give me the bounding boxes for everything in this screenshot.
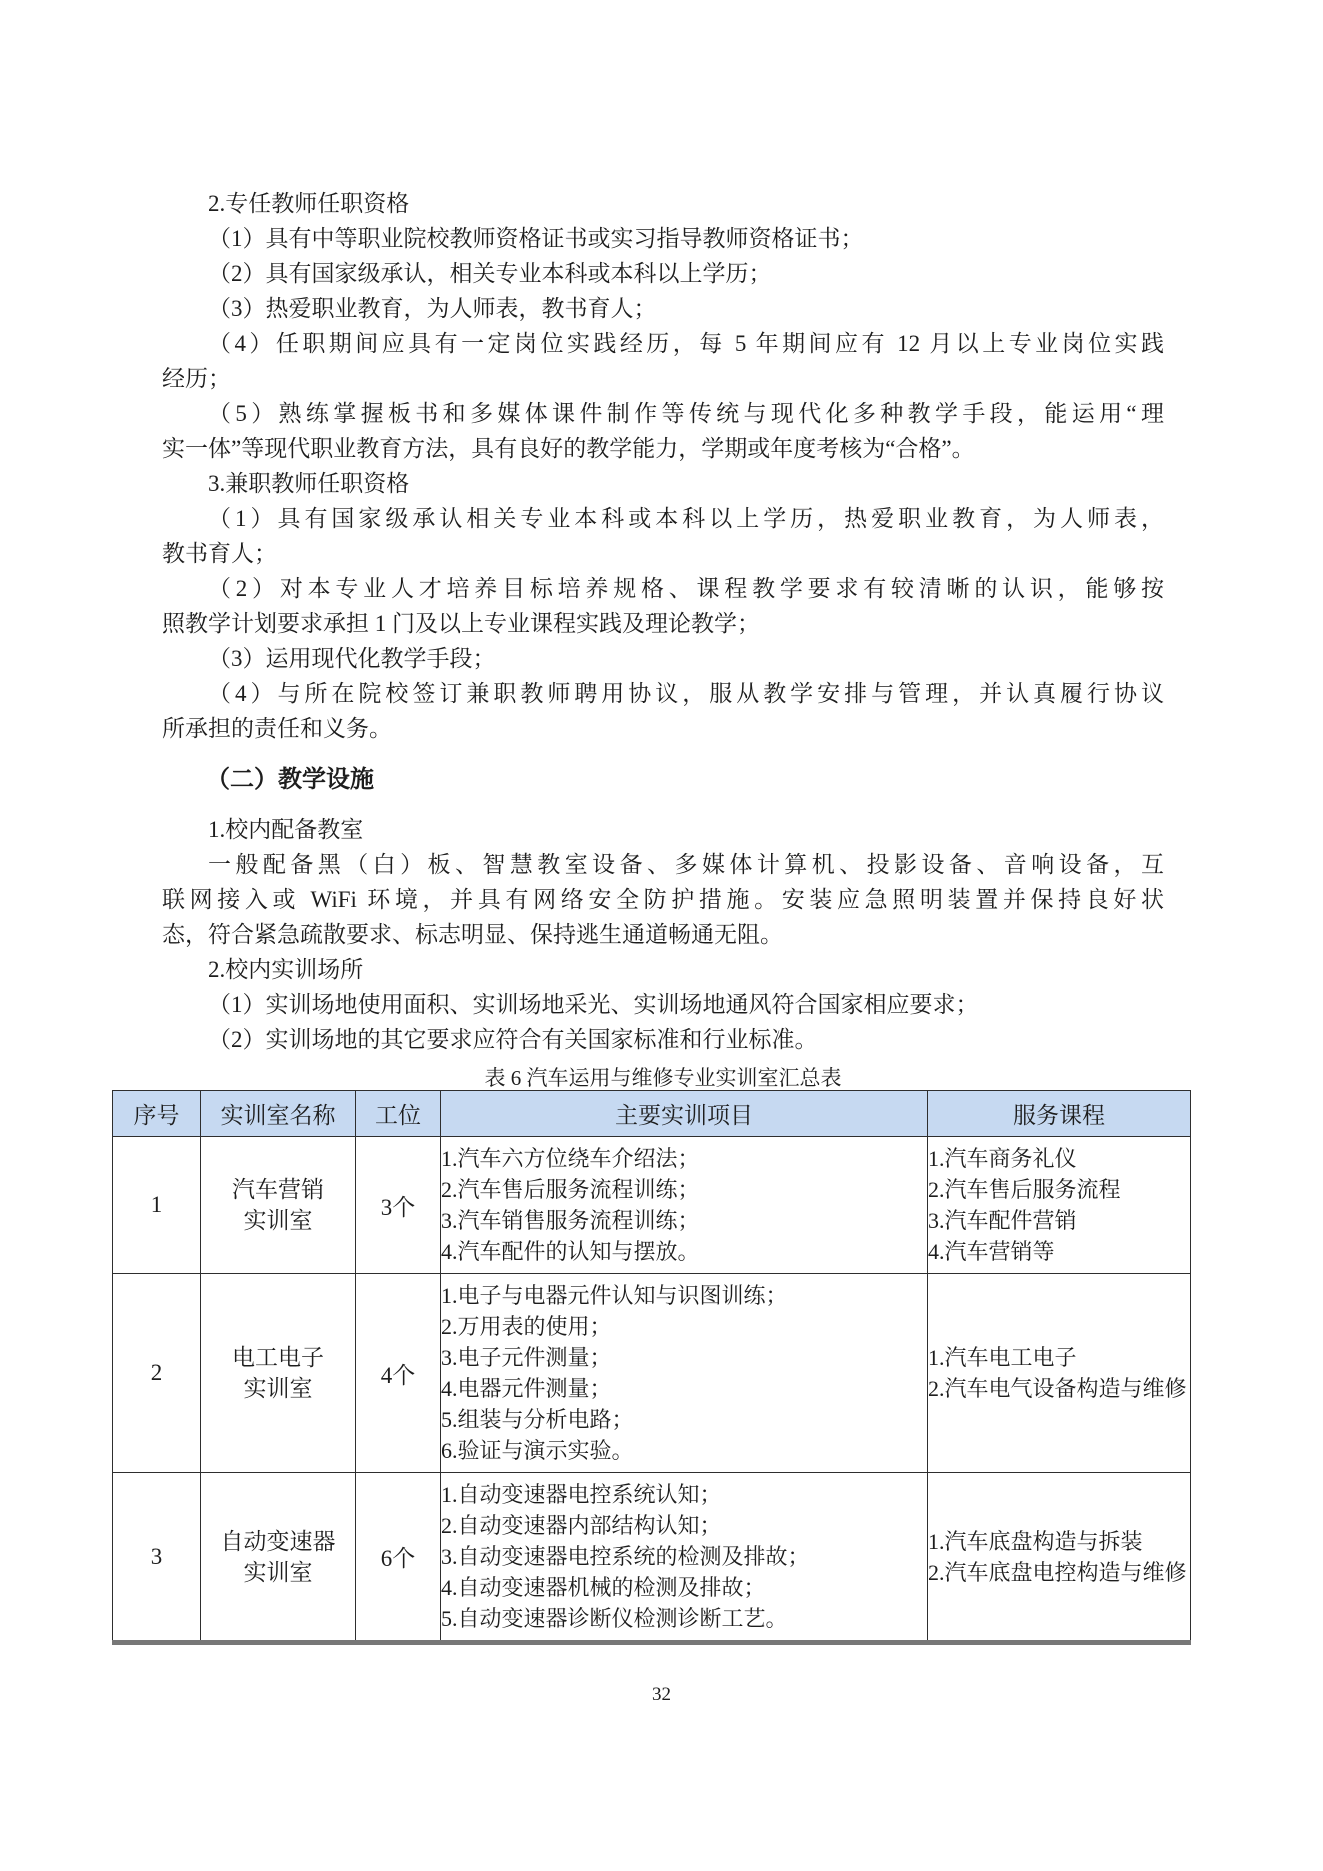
cell-seq: 1 bbox=[113, 1137, 201, 1274]
course-item: 1.汽车底盘构造与拆装 bbox=[928, 1528, 1143, 1554]
paragraph bbox=[162, 676, 1164, 746]
paragraph bbox=[162, 186, 1164, 221]
project-item: 4.自动变速器机械的检测及排故； bbox=[441, 1575, 766, 1600]
cell-seq: 2 bbox=[113, 1274, 201, 1473]
text-line: 教书育人； bbox=[162, 541, 277, 566]
paragraph bbox=[162, 952, 1164, 987]
training-rooms-table bbox=[112, 1090, 1191, 1645]
paragraph bbox=[162, 291, 1164, 326]
room-name-line: 电工电子 bbox=[232, 1345, 324, 1370]
paragraph bbox=[162, 326, 1164, 396]
text-line: （2）具有国家级承认，相关专业本科或本科以上学历； bbox=[208, 261, 772, 286]
project-item: 6.验证与演示实验。 bbox=[441, 1438, 634, 1463]
room-name-line: 自动变速器 bbox=[220, 1528, 336, 1554]
paragraph bbox=[162, 256, 1164, 291]
column-header-stations: 工位 bbox=[356, 1091, 441, 1137]
text-line: 一般配备黑（白）板、智慧教室设备、多媒体计算机、投影设备、音响设备，互 bbox=[208, 852, 1164, 877]
cell-seq: 3 bbox=[113, 1473, 201, 1643]
table-header-row bbox=[113, 1091, 1191, 1137]
text-line: 联网接入或 WiFi 环境，并具有网络安全防护措施。安装应急照明装置并保持良好状 bbox=[162, 887, 1164, 912]
text-line: 态，符合紧急疏散要求、标志明显、保持逃生通道畅通无阻。 bbox=[162, 922, 783, 947]
cell-courses bbox=[928, 1137, 1191, 1274]
project-item: 5.组装与分析电路； bbox=[441, 1407, 634, 1432]
project-item: 2.汽车售后服务流程训练； bbox=[441, 1177, 700, 1202]
text-line: 1.校内配备教室 bbox=[208, 817, 364, 842]
project-item: 2.万用表的使用； bbox=[441, 1314, 612, 1339]
paragraph bbox=[162, 571, 1164, 641]
paragraph bbox=[162, 501, 1164, 571]
cell-stations: 3个 bbox=[356, 1137, 441, 1274]
cell-stations: 6个 bbox=[356, 1473, 441, 1643]
table-row bbox=[113, 1473, 1191, 1643]
course-item: 1.汽车商务礼仪 bbox=[928, 1146, 1077, 1171]
course-item: 4.汽车营销等 bbox=[928, 1239, 1055, 1264]
paragraph bbox=[162, 847, 1164, 952]
text-line: 3.兼职教师任职资格 bbox=[208, 471, 410, 496]
text-line: （1）具有国家级承认相关专业本科或本科以上学历，热爱职业教育，为人师表， bbox=[208, 506, 1164, 531]
paragraph bbox=[162, 812, 1164, 847]
text-line: （3）热爱职业教育，为人师表，教书育人； bbox=[208, 296, 657, 321]
project-item: 1.自动变速器电控系统认知； bbox=[441, 1482, 722, 1507]
table-container bbox=[112, 1090, 1190, 1645]
text-line: （5）熟练掌握板书和多媒体课件制作等传统与现代化多种教学手段，能运用“理 bbox=[208, 401, 1164, 426]
paragraph-list bbox=[162, 186, 1164, 1057]
cell-projects bbox=[441, 1137, 928, 1274]
text-line: （1）具有中等职业院校教师资格证书或实习指导教师资格证书； bbox=[208, 226, 864, 251]
room-name-line: 实训室 bbox=[243, 1559, 313, 1585]
column-header-projects: 主要实训项目 bbox=[441, 1091, 928, 1137]
text-line: 2.校内实训场所 bbox=[208, 957, 364, 982]
cell-projects bbox=[441, 1274, 928, 1473]
project-item: 4.电器元件测量； bbox=[441, 1376, 612, 1401]
room-name-line: 实训室 bbox=[243, 1376, 313, 1401]
cell-projects bbox=[441, 1473, 928, 1643]
text-line: （1）实训场地使用面积、实训场地采光、实训场地通风符合国家相应要求； bbox=[208, 992, 979, 1017]
text-line: 经历； bbox=[162, 366, 231, 391]
cell-room-name bbox=[201, 1274, 356, 1473]
paragraph bbox=[162, 1022, 1164, 1057]
table-row bbox=[113, 1137, 1191, 1274]
column-header-room: 实训室名称 bbox=[201, 1091, 356, 1137]
project-item: 1.汽车六方位绕车介绍法； bbox=[441, 1146, 700, 1171]
column-header-courses: 服务课程 bbox=[928, 1091, 1191, 1137]
cell-room-name bbox=[201, 1473, 356, 1643]
room-name-line: 实训室 bbox=[243, 1208, 313, 1233]
column-header-seq: 序号 bbox=[113, 1091, 201, 1137]
project-item: 5.自动变速器诊断仪检测诊断工艺。 bbox=[441, 1606, 788, 1631]
project-item: 1.电子与电器元件认知与识图训练； bbox=[441, 1283, 788, 1308]
paragraph bbox=[162, 466, 1164, 501]
course-item: 2.汽车售后服务流程 bbox=[928, 1177, 1121, 1202]
course-item: 2.汽车底盘电控构造与维修 bbox=[928, 1559, 1187, 1585]
project-item: 4.汽车配件的认知与摆放。 bbox=[441, 1239, 700, 1264]
text-line: 照教学计划要求承担 1 门及以上专业课程实践及理论教学； bbox=[162, 611, 760, 636]
text-line: 实一体”等现代职业教育方法，具有良好的教学能力，学期或年度考核为“合格”。 bbox=[162, 436, 975, 461]
course-item: 2.汽车电气设备构造与维修 bbox=[928, 1376, 1187, 1401]
text-line: （4）与所在院校签订兼职教师聘用协议，服从教学安排与管理，并认真履行协议 bbox=[208, 681, 1164, 706]
paragraph bbox=[162, 221, 1164, 256]
project-item: 3.自动变速器电控系统的检测及排故； bbox=[441, 1544, 810, 1569]
text-line: （2）实训场地的其它要求应符合有关国家标准和行业标准。 bbox=[208, 1027, 818, 1052]
cell-stations: 4个 bbox=[356, 1274, 441, 1473]
text-line: （3）运用现代化教学手段； bbox=[208, 646, 496, 671]
document-body bbox=[162, 186, 1164, 1093]
course-item: 3.汽车配件营销 bbox=[928, 1208, 1077, 1233]
project-item: 2.自动变速器内部结构认知； bbox=[441, 1513, 722, 1538]
page-number: 32 bbox=[652, 1684, 671, 1705]
cell-room-name bbox=[201, 1137, 356, 1274]
text-line: 2.专任教师任职资格 bbox=[208, 191, 410, 216]
project-item: 3.汽车销售服务流程训练； bbox=[441, 1208, 700, 1233]
paragraph bbox=[162, 396, 1164, 466]
text-line: （二）教学设施 bbox=[206, 767, 374, 793]
text-line: （4）任职期间应具有一定岗位实践经历，每 5 年期间应有 12 月以上专业岗位实践 bbox=[208, 331, 1164, 356]
project-item: 3.电子元件测量； bbox=[441, 1345, 612, 1370]
course-item: 1.汽车电工电子 bbox=[928, 1345, 1077, 1370]
table-caption: 表 6 汽车运用与维修专业实训室汇总表 bbox=[484, 1066, 842, 1090]
table-row bbox=[113, 1274, 1191, 1473]
text-line: 所承担的责任和义务。 bbox=[162, 716, 392, 741]
cell-courses bbox=[928, 1274, 1191, 1473]
text-line: （2）对本专业人才培养目标培养规格、课程教学要求有较清晰的认识，能够按 bbox=[208, 576, 1164, 601]
section-heading bbox=[162, 762, 1164, 798]
paragraph bbox=[162, 987, 1164, 1022]
cell-courses bbox=[928, 1473, 1191, 1643]
paragraph bbox=[162, 641, 1164, 676]
room-name-line: 汽车营销 bbox=[232, 1177, 324, 1202]
